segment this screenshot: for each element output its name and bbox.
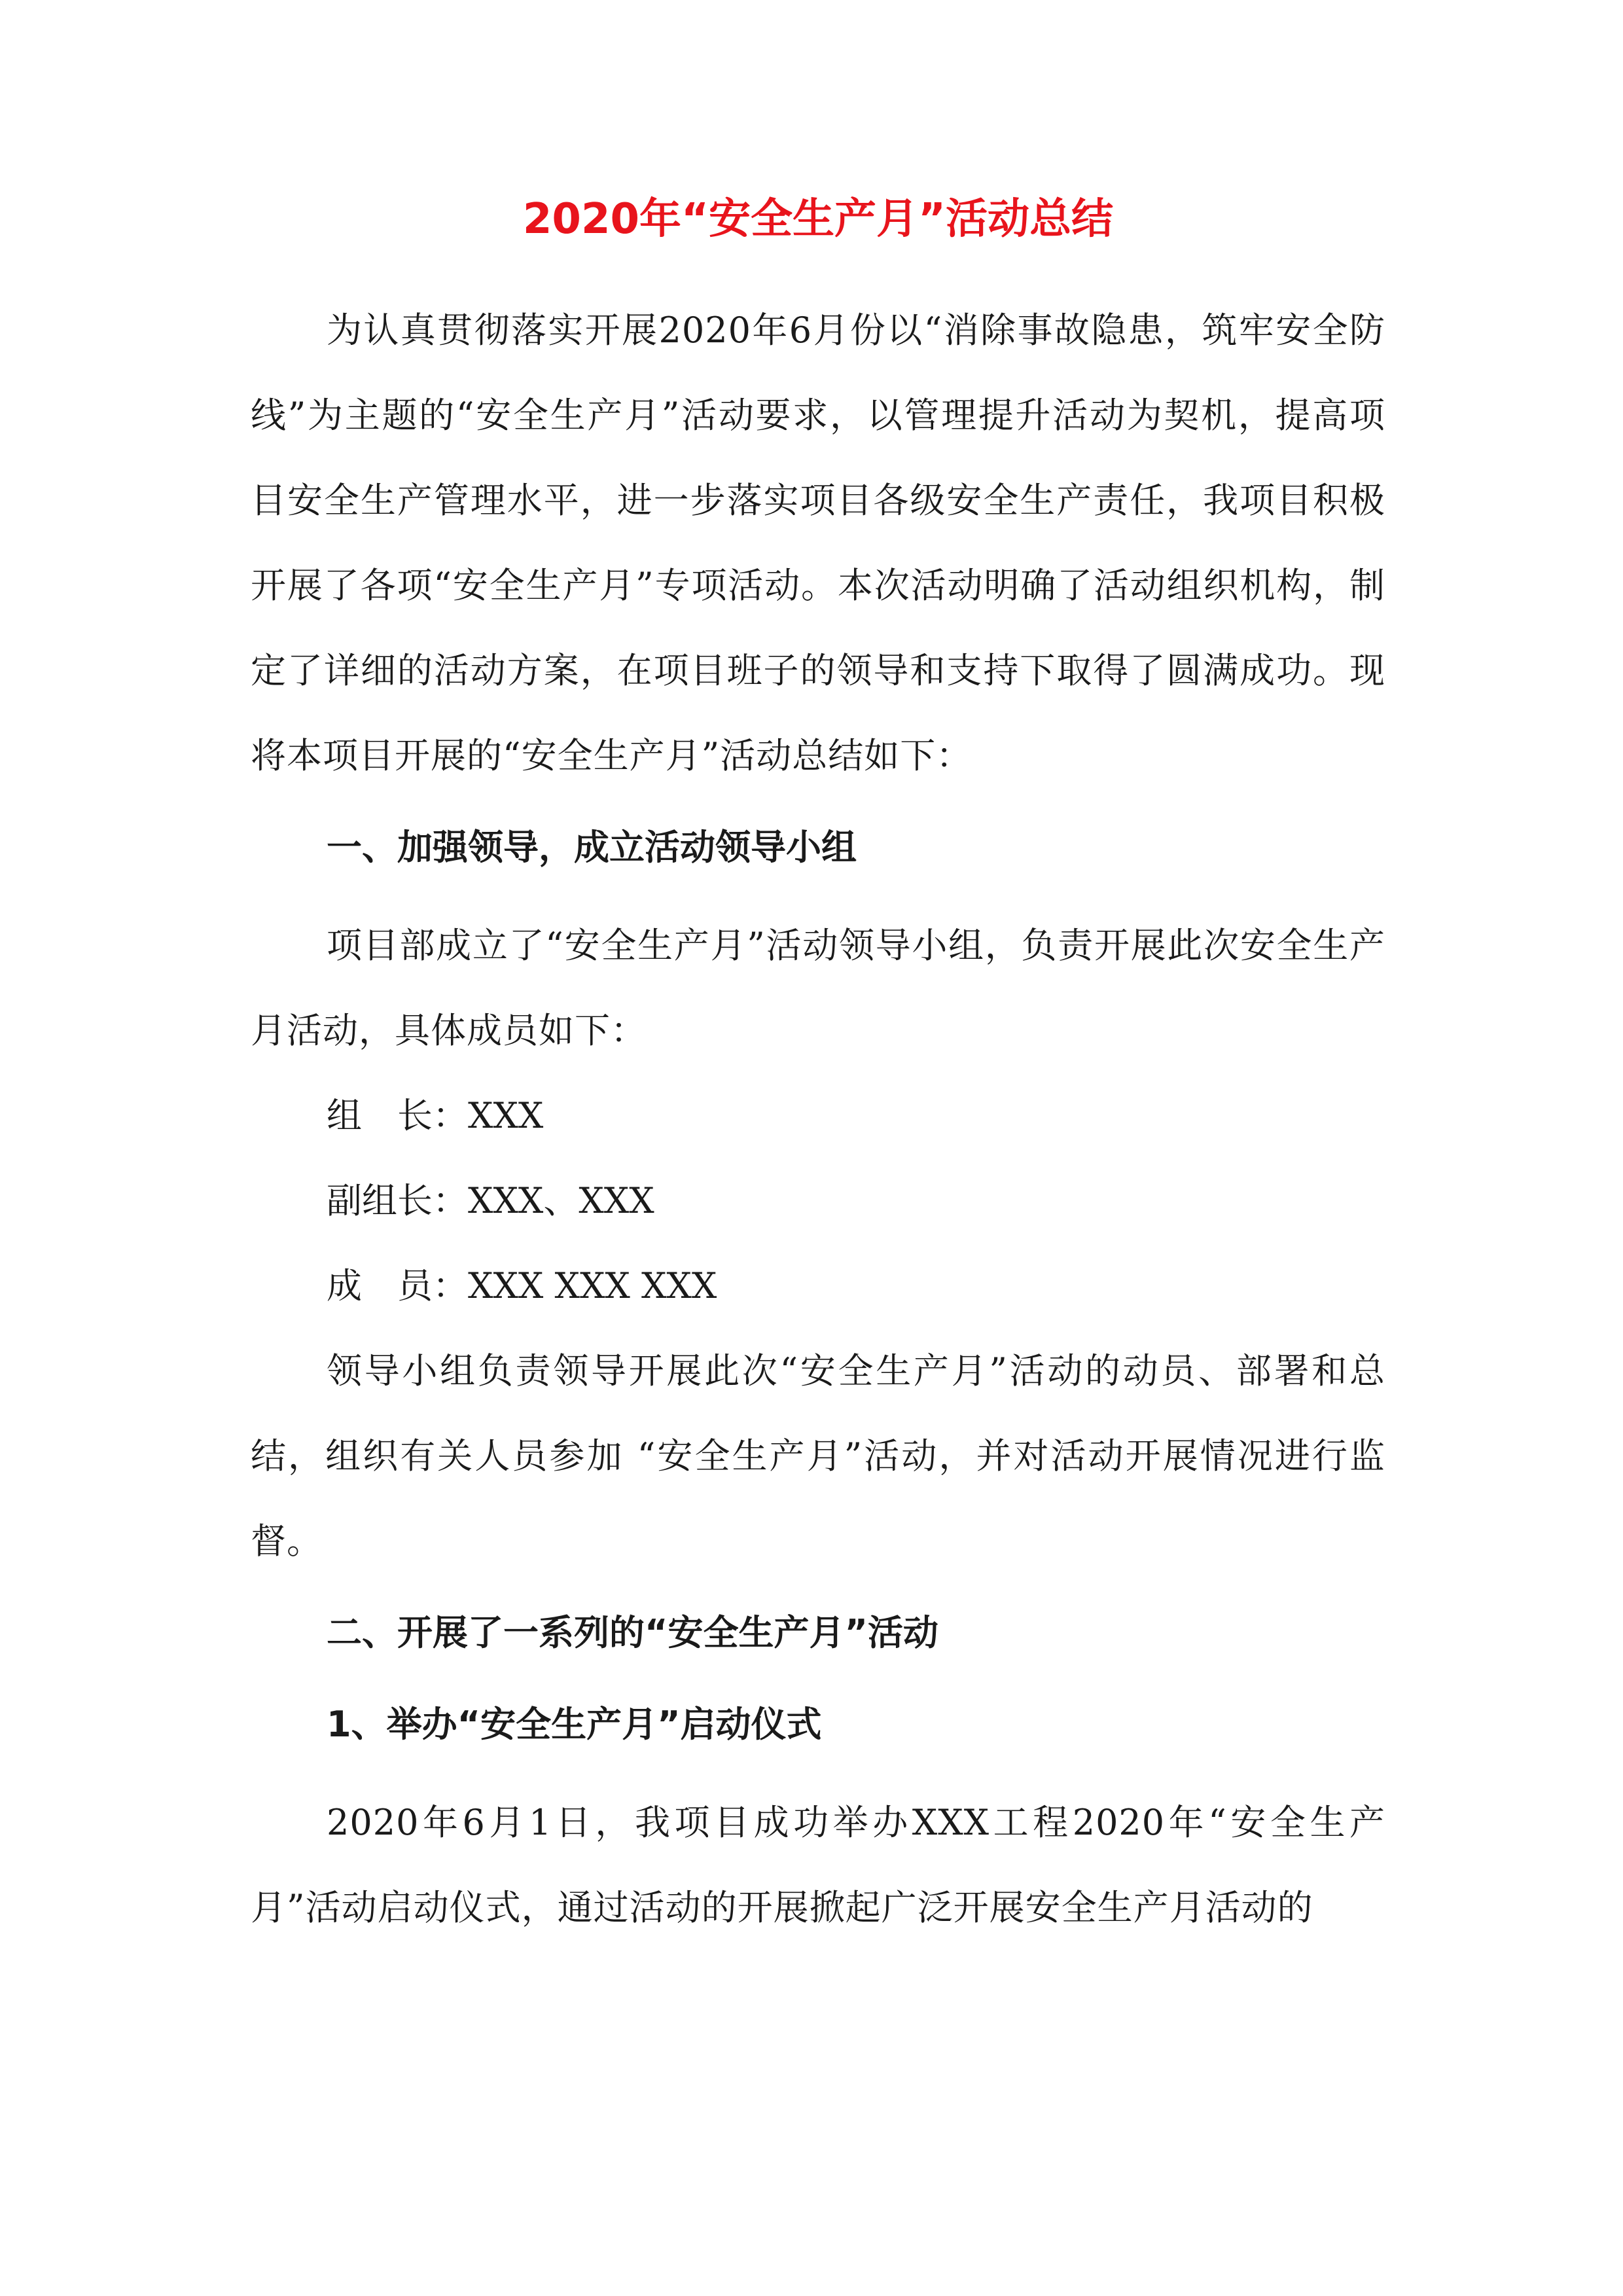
member-members: 成 员：XXX XXX XXX — [327, 1265, 717, 1306]
section-1-paragraph: 项目部成立了“安全生产月”活动领导小组，负责开展此次安全生产月活动，具体成员如下： — [251, 925, 1385, 1051]
document-title: 2020年“安全生产月”活动总结 — [522, 195, 1114, 243]
document-body — [251, 190, 1385, 1950]
intro-paragraph: 为认真贯彻落实开展2020年6月份以“消除事故隐患，筑牢安全防线”为主题的“安全生产月”活动要求，以管理提升活动为契机，提高项目安全生产管理水平，进一步落实项目各级安全生产责任，我项目积极开展了各项“安全生产月”专项活动。本次活动明确了活动组织机构，制定了详细的活动方案，在项目班子的领导和支持下取得了圆满成功。现将本项目开展的“安全生产月”活动总结如下： — [251, 310, 1385, 776]
member-leader: 组 长：XXX — [327, 1095, 544, 1136]
subsection-2-1-heading: 1、举办“安全生产月”启动仪式 — [327, 1704, 822, 1745]
section-2-heading: 二、开展了一系列的“安全生产月”活动 — [327, 1612, 938, 1653]
section-1-responsibility-paragraph: 领导小组负责领导开展此次“安全生产月”活动的动员、部署和总结，组织有关人员参加 “安全生产月”活动，并对活动开展情况进行监督。 — [251, 1350, 1385, 1562]
member-deputy-leader: 副组长：XXX、XXX — [327, 1180, 654, 1221]
subsection-2-1-paragraph: 2020年6月1日，我项目成功举办XXX工程2020年“安全生产月”活动启动仪式，通过活动的开展掀起广泛开展安全生产月活动的 — [251, 1802, 1385, 1928]
section-1-heading: 一、加强领导，成立活动领导小组 — [327, 827, 857, 868]
